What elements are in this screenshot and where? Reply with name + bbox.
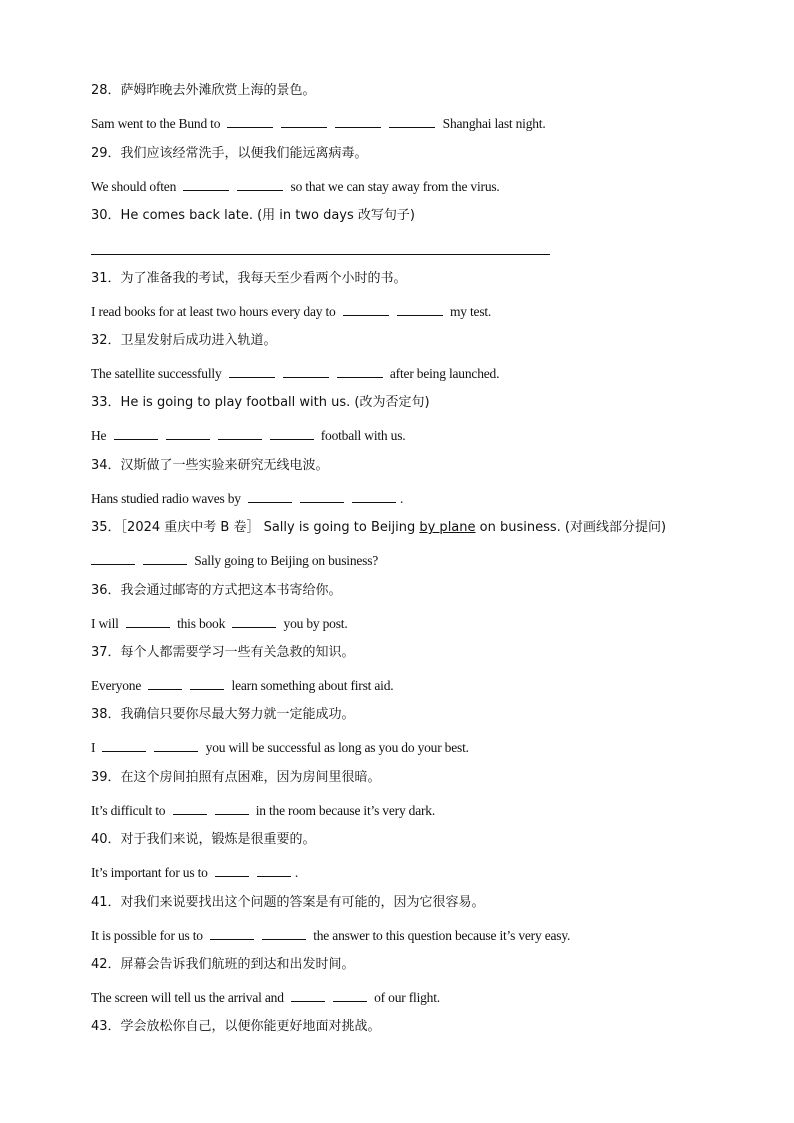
blank[interactable] [237, 176, 283, 191]
answer-rule-30[interactable] [91, 254, 550, 255]
answer-line-40: It’s important for us to . [91, 862, 298, 882]
blank[interactable] [270, 425, 314, 440]
question-29: 29．我们应该经常洗手，以便我们能远离病毒。 [91, 146, 368, 161]
question-42: 42．屏幕会告诉我们航班的到达和出发时间。 [91, 957, 355, 972]
blank[interactable] [183, 176, 229, 191]
question-32: 32．卫星发射后成功进入轨道。 [91, 333, 277, 348]
blank[interactable] [91, 550, 135, 565]
answer-line-37: Everyone learn something about first aid. [91, 675, 393, 695]
blank[interactable] [257, 862, 291, 877]
blank[interactable] [227, 113, 273, 128]
blank[interactable] [300, 488, 344, 503]
answer-line-32: The satellite successfully after being launched. [91, 363, 499, 383]
answer-line-34: Hans studied radio waves by . [91, 488, 403, 508]
question-39: 39．在这个房间拍照有点困难，因为房间里很暗。 [91, 770, 381, 785]
answer-line-35: Sally going to Beijing on business? [91, 550, 378, 570]
blank[interactable] [126, 613, 170, 628]
answer-line-31: I read books for at least two hours every day to my test. [91, 301, 491, 321]
blank[interactable] [281, 113, 327, 128]
blank[interactable] [148, 675, 182, 690]
blank[interactable] [232, 613, 276, 628]
blank[interactable] [337, 363, 383, 378]
question-35: 35．［2024 重庆中考 B 卷］ Sally is going to Beijing by plane on business. (对画线部分提问) [91, 520, 667, 535]
blank[interactable] [335, 113, 381, 128]
blank[interactable] [173, 800, 207, 815]
answer-line-38: I you will be successful as long as you do your best. [91, 737, 469, 757]
question-41: 41．对我们来说要找出这个问题的答案是有可能的，因为它很容易。 [91, 895, 485, 910]
blank[interactable] [215, 862, 249, 877]
question-38: 38．我确信只要你尽最大努力就一定能成功。 [91, 707, 355, 722]
blank[interactable] [248, 488, 292, 503]
blank[interactable] [114, 425, 158, 440]
question-43: 43．学会放松你自己，以便你能更好地面对挑战。 [91, 1019, 381, 1034]
question-36: 36．我会通过邮寄的方式把这本书寄给你。 [91, 583, 342, 598]
blank[interactable] [143, 550, 187, 565]
question-40: 40．对于我们来说，锻炼是很重要的。 [91, 832, 316, 847]
underlined-phrase: by plane [419, 520, 476, 535]
question-28: 28．萨姆昨晚去外滩欣赏上海的景色。 [91, 83, 316, 98]
question-37: 37．每个人都需要学习一些有关急救的知识。 [91, 645, 355, 660]
answer-line-39: It’s difficult to in the room because it’s very dark. [91, 800, 435, 820]
blank[interactable] [154, 737, 198, 752]
blank[interactable] [333, 987, 367, 1002]
blank[interactable] [283, 363, 329, 378]
answer-line-28: Sam went to the Bund to Shanghai last night. [91, 113, 546, 133]
answer-line-33: He football with us. [91, 425, 405, 445]
blank[interactable] [218, 425, 262, 440]
blank[interactable] [210, 925, 254, 940]
question-31: 31．为了准备我的考试，我每天至少看两个小时的书。 [91, 271, 407, 286]
blank[interactable] [215, 800, 249, 815]
blank[interactable] [190, 675, 224, 690]
blank[interactable] [352, 488, 396, 503]
answer-line-36: I will this book you by post. [91, 613, 348, 633]
answer-line-41: It is possible for us to the answer to this question because it’s very easy. [91, 925, 570, 945]
blank[interactable] [166, 425, 210, 440]
question-33: 33．He is going to play football with us. (改为否定句) [91, 395, 430, 410]
blank[interactable] [397, 301, 443, 316]
blank[interactable] [262, 925, 306, 940]
question-34: 34．汉斯做了一些实验来研究无线电波。 [91, 458, 329, 473]
blank[interactable] [343, 301, 389, 316]
blank[interactable] [102, 737, 146, 752]
blank[interactable] [229, 363, 275, 378]
answer-line-42: The screen will tell us the arrival and of our flight. [91, 987, 440, 1007]
blank[interactable] [389, 113, 435, 128]
question-30: 30．He comes back late. (用 in two days 改写句子) [91, 208, 415, 223]
blank[interactable] [291, 987, 325, 1002]
answer-line-29: We should often so that we can stay away from the virus. [91, 176, 500, 196]
